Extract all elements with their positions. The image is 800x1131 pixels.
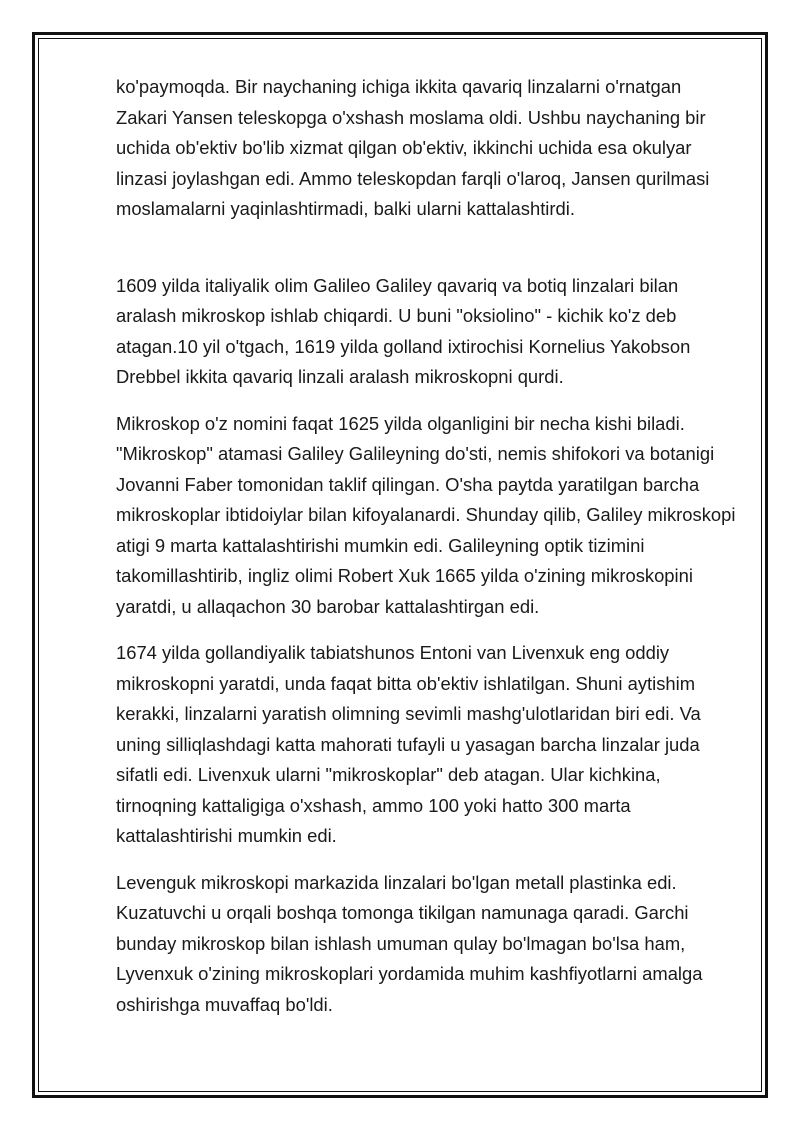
paragraph-1: ko'paymoqda. Bir naychaning ichiga ikkita qavariq linzalarni o'rnatgan Zakari Yansen teleskopga o'xshash moslama oldi. Ushbu naychaning bir uchida ob'ektiv bo'lib xizmat qilgan ob'ektiv, ikkinchi uchida esa okulyar linzasi joylashgan edi. Ammo teleskopdan farqli o'laroq, Jansen qurilmasi moslamalarni yaqinlashtirmadi, balki ularni kattalashtirdi.: [116, 76, 710, 219]
paragraph-4: 1674 yilda gollandiyalik tabiatshunos Entoni van Livenxuk eng oddiy mikroskopni yaratdi, unda faqat bitta ob'ektiv ishlatilgan. Shuni aytishim kerakki, linzalarni yaratish olimning sevimli mashg'ulotlaridan biri edi. Va uning silliqlashdagi katta mahorati tufayli u yasagan barcha linzalar juda sifatli edi. Livenxuk ularni "mikroskoplar" deb atagan. Ular kichkina, tirnoqning kattaligiga o'xshash, ammo 100 yoki hatto 300 marta kattalashtirishi mumkin edi.: [116, 642, 701, 846]
paragraph-5: Levenguk mikroskopi markazida linzalari bo'lgan metall plastinka edi. Kuzatuvchi u orqali boshqa tomonga tikilgan namunaga qaradi. Garchi bunday mikroskop bilan ishlash umuman qulay bo'lmagan bo'lsa ham, Lyvenxuk o'zining mikroskoplari yordamida muhim kashfiyotlarni amalga oshirishga muvaffaq bo'ldi.: [116, 871, 703, 1015]
paragraph-3: Mikroskop o'z nomini faqat 1625 yilda olganligini bir necha kishi biladi. "Mikroskop" atamasi Galiley Galileyning do'sti, nemis shifokori va botanigi Jovanni Faber tomonidan taklif qilingan. O'sha paytda yaratilgan barcha mikroskoplar ibtidoiylar bilan kifoyalanardi. Shunday qilib, Galiley mikroskopi atigi 9 marta kattalashtirishi mumkin edi. Galileyning optik tizimini takomillashtirib, ingliz olimi Robert Xuk 1665 yilda o'zining mikroskopini yaratdi, u allaqachon 30 barobar kattalashtirgan edi.: [116, 412, 736, 617]
paragraph-2: 1609 yilda italiyalik olim Galileo Galiley qavariq va botiq linzalari bilan aralash mikroskop ishlab chiqardi. U buni "oksiolino" - kichik ko'z deb atagan.10 yil o'tgach, 1619 yilda golland ixtirochisi Kornelius Yakobson Drebbel ikkita qavariq linzali aralash mikroskopni qurdi.: [116, 274, 691, 387]
document-body: [116, 72, 736, 1036]
